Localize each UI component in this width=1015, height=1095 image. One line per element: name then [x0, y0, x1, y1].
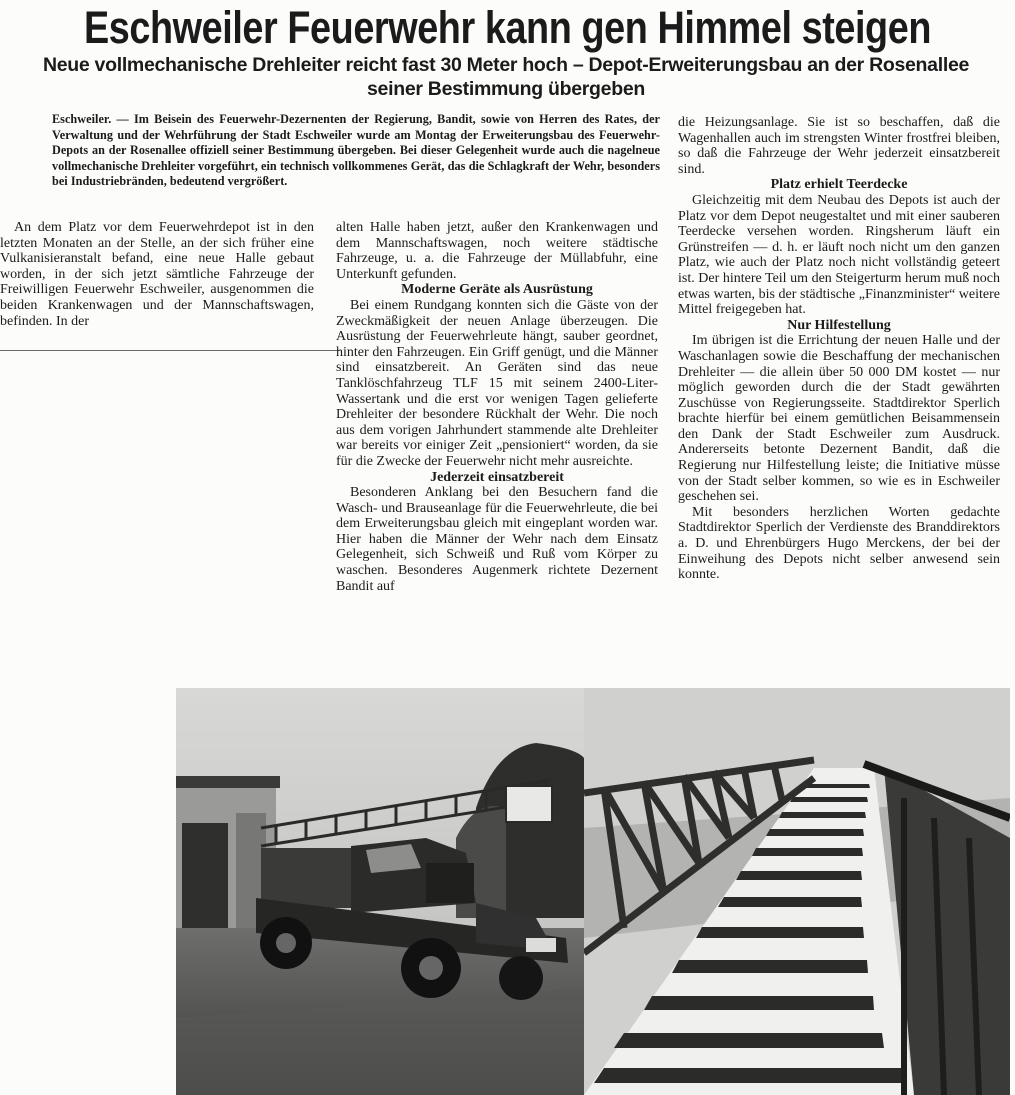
section-heading-platz-teerdecke: Platz erhielt Teerdecke: [770, 177, 908, 193]
column-3: [678, 115, 1000, 583]
photo-ladder-view: [584, 688, 1010, 1095]
ladder-view-image: [584, 688, 1010, 1095]
section-heading-jederzeit-einsatzbereit: Jederzeit einsatzbereit: [430, 469, 564, 485]
photo-fire-truck: [176, 688, 584, 1095]
subheadline: [0, 53, 1015, 101]
lead-paragraph: Eschweiler. — Im Beisein des Feuerwehr-Dezernenten der Regierung, Bandit, sowie von Herren des Rates, der Verwaltung und der Wehrführung der Stadt Eschweiler wurde am Montag der Erweiterungsbau des Feuerwehr-Depots an der Rosenallee offiziell seiner Bestimmung übergeben. Bei dieser Gelegenheit wurde auch die nagelneue vollmechanische Drehleiter vorgeführt, ein technisch vollkommenes Gerät, das die Schlagkraft der Wehr, besonders bei Industriebränden, bedeutend vergrößert.: [52, 112, 660, 188]
column-2-paragraph-1: alten Halle haben jetzt, außer den Krankenwagen und dem Mannschaftswagen, noch weitere städtische Fahrzeuge, u. a. die Fahrzeuge der Müllabfuhr, eine Unterkunft gefunden.: [336, 220, 658, 282]
column-3-paragraph-4: Mit besonders herzlichen Worten gedachte Stadtdirektor Sperlich der Verdienste des Branddirektors a. D. und Ehrenbürgers Hugo Merckens, der bei der Einweihung des Depots nicht selber anwesend sein konnte.: [678, 504, 1000, 583]
column-2-paragraph-3: Besonderen Anklang bei den Besuchern fand die Wasch- und Brauseanlage für die Feuerwehrleute, die bei dem Erweiterungsbau gleich mit eingeplant worden war. Hier haben die Männer der Wehr nach dem Einsatz Gelegenheit, sich Schweiß und Ruß vom Körper zu waschen. Besonderes Augenmerk richtete Dezernent Bandit auf: [336, 485, 658, 594]
section-heading-nur-hilfestellung: Nur Hilfestellung: [787, 317, 891, 333]
subheadline-line-2: seiner Bestimmung übergeben: [367, 78, 645, 100]
fire-truck-image: [176, 688, 584, 1095]
column-3-paragraph-2: Gleichzeitig mit dem Neubau des Depots ist auch der Platz vor dem Depot neugestaltet und mit einer sauberen Teerdecke versehen worden. Ringsherum läuft ein Grünstreifen — d. h. er läuft noch nicht um den ganzen Platz, wie auch der Platz noch nicht vollständig geteert ist. Der hintere Teil um den Steigerturm herum muß noch etwas warten, bis der städtische „Finanzminister“ weitere Mittel freigegeben hat.: [678, 192, 1000, 318]
column-3-paragraph-3: Im übrigen ist die Errichtung der neuen Halle und der Waschanlagen sowie die Beschaffung der mechanischen Drehleiter — die allein über 50 000 DM kostet — nur möglich geworden durch die der Stadt gewährten Zuschüsse von Regierungsseite. Stadtdirektor Sperlich brachte hierfür bei einem gemütlichen Beisammensein den Dank der Stadt Eschweiler zum Ausdruck. Andererseits betonte Dezernent Bandit, daß die Regierung nur Hilfestellung leiste; die Initiative müsse von der Stadt selber kommen, so wie es in Eschweiler geschehen sei.: [678, 333, 1000, 505]
section-heading-moderne-geraete: Moderne Geräte als Ausrüstung: [401, 282, 593, 298]
column-2: [336, 220, 658, 594]
column-1-end-rule: [0, 350, 340, 351]
column-2-paragraph-2: Bei einem Rundgang konnten sich die Gäste von der Zweckmäßigkeit der neuen Anlage überzeugen. Die Ausrüstung der Feuerwehrleute hängt, sauber geordnet, hinter den Fahrzeugen. Ein Griff genügt, und die Männer sind einsatzbereit. An Geräten sind das neue Tanklöschfahrzeug TLF 15 mit seinem 2400-Liter-Wassertank und die erst vor wenigen Tagen gelieferte Drehleiter der besondere Rückhalt der Wehr. Die noch aus dem vorigen Jahrhundert stammende alte Drehleiter war bereits vor einiger Zeit „pensioniert“ worden, da sie für die Zwecke der Feuerwehr nicht mehr ausreichte.: [336, 297, 658, 469]
column-1-paragraph: An dem Platz vor dem Feuerwehrdepot ist in den letzten Monaten an der Stelle, an der sich früher eine Vulkanisieranstalt befand, eine neue Halle gebaut worden, in der sich jetzt sämtliche Fahrzeuge der Freiwilligen Feuerwehr Eschweiler, ausgenommen die beiden Krankenwagen und der Mannschaftswagen, befinden. In der: [0, 220, 314, 329]
column-1: [0, 220, 314, 329]
column-3-paragraph-1: die Heizungsanlage. Sie ist so beschaffen, daß die Wagenhallen auch im strengsten Winter frostfrei bleiben, so daß die Fahrzeuge der Wehr jederzeit einsatzbereit sind.: [678, 115, 1000, 177]
headline: Eschweiler Feuerwehr kann gen Himmel steigen: [83, 2, 932, 53]
subheadline-line-1: Neue vollmechanische Drehleiter reicht fast 30 Meter hoch – Depot-Erweiterungsbau an der Rosenallee: [42, 54, 970, 76]
